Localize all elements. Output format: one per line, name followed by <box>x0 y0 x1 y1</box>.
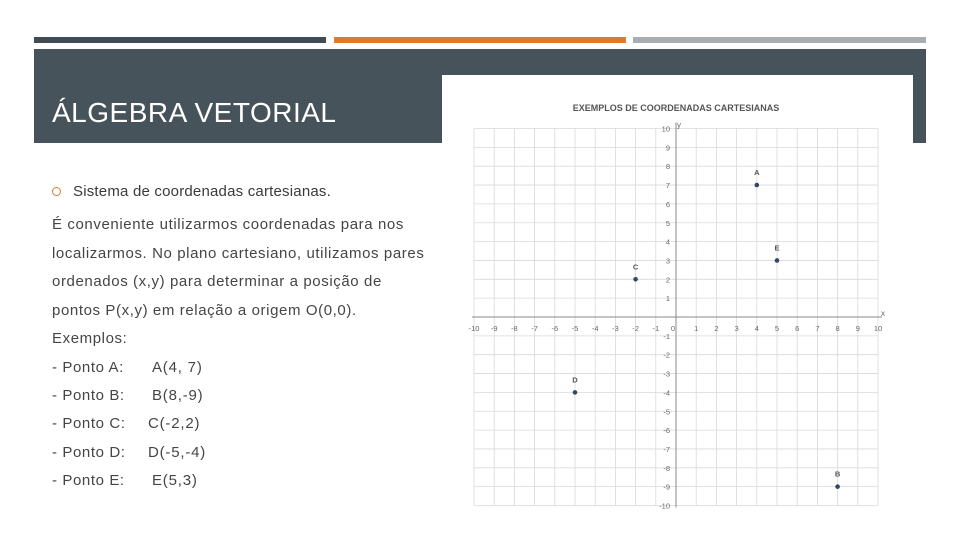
bullet-text: Sistema de coordenadas cartesianas. <box>73 183 331 200</box>
paragraph-line: É conveniente utilizarmos coordenadas para nos <box>52 216 404 233</box>
y-tick-label: 9 <box>665 143 670 153</box>
x-tick-label: 8 <box>835 324 840 333</box>
y-tick-label: 10 <box>661 124 670 134</box>
y-tick-label: -2 <box>663 350 670 360</box>
example-value-b: B(8,-9) <box>152 387 204 404</box>
x-tick-label: 7 <box>815 324 820 333</box>
point-a-marker <box>755 183 760 188</box>
x-tick-label: 0 <box>670 324 676 333</box>
y-tick-label: -9 <box>663 482 670 492</box>
point-d-marker <box>573 390 578 395</box>
x-tick-label: -2 <box>632 324 639 333</box>
y-axis-label: y <box>677 120 681 130</box>
x-tick-label: 2 <box>714 324 719 333</box>
point-b-label: B <box>834 469 841 479</box>
x-tick-label: 5 <box>774 324 780 333</box>
example-value-d: D(-5,-4) <box>148 444 207 461</box>
slide-title: ÁLGEBRA VETORIAL <box>52 97 337 128</box>
example-value-e: E(5,3) <box>152 472 198 489</box>
point-a-label: A <box>754 168 760 178</box>
x-tick-label: -9 <box>490 324 498 333</box>
x-tick-label: -5 <box>571 324 579 333</box>
x-tick-label: -10 <box>468 324 480 333</box>
example-label-d: - Ponto D: <box>52 444 126 461</box>
y-tick-label: -4 <box>663 388 670 398</box>
x-tick-label: -1 <box>652 324 660 333</box>
point-e-marker <box>775 258 780 263</box>
example-label-a: - Ponto A: <box>52 359 124 376</box>
y-tick-label: 3 <box>665 256 670 266</box>
x-tick-label: 3 <box>734 324 739 333</box>
example-value-c: C(-2,2) <box>148 415 201 432</box>
y-tick-label: -10 <box>659 501 670 511</box>
y-tick-label: -5 <box>663 407 670 417</box>
paragraph-line: localizarmos. No plano cartesiano, utilizamos pares <box>52 245 425 262</box>
y-tick-label: 6 <box>665 199 670 209</box>
example-label-e: - Ponto E: <box>52 472 125 489</box>
x-tick-label: 10 <box>873 324 883 333</box>
x-tick-label: -7 <box>531 324 538 333</box>
y-tick-label: 8 <box>665 162 670 172</box>
x-tick-label: -6 <box>551 324 559 333</box>
point-c-label: C <box>632 262 639 272</box>
y-tick-label: 2 <box>665 275 670 285</box>
x-tick-label: -4 <box>591 324 599 333</box>
example-value-a: A(4, 7) <box>152 359 203 376</box>
y-tick-label: -7 <box>663 444 670 454</box>
y-tick-label: 1 <box>665 294 670 304</box>
y-tick-label: 7 <box>665 181 670 191</box>
example-label-b: - Ponto B: <box>52 387 125 404</box>
x-tick-label: 6 <box>795 324 800 333</box>
y-tick-label: 5 <box>665 218 670 228</box>
examples-heading: Exemplos: <box>52 330 128 347</box>
x-tick-label: -3 <box>612 324 619 333</box>
paragraph-line: ordenados (x,y) para determinar a posição de <box>52 273 382 290</box>
paragraph-line: pontos P(x,y) em relação a origem O(0,0). <box>52 302 357 319</box>
chart-title: EXEMPLOS DE COORDENADAS CARTESIANAS <box>572 103 780 113</box>
y-tick-label: -6 <box>663 426 670 436</box>
point-d-label: D <box>572 375 578 385</box>
y-tick-label: -8 <box>663 463 670 473</box>
x-tick-label: 4 <box>754 324 759 333</box>
point-c-marker <box>633 277 638 282</box>
y-tick-label: -3 <box>663 369 670 379</box>
point-b-marker <box>835 484 840 489</box>
x-tick-label: 9 <box>855 324 860 333</box>
y-tick-label: -1 <box>663 331 670 341</box>
point-e-label: E <box>774 243 780 253</box>
example-label-c: - Ponto C: <box>52 415 126 432</box>
x-tick-label: -8 <box>511 324 518 333</box>
x-axis-label: x <box>881 309 885 318</box>
chart-axes <box>472 120 882 508</box>
y-tick-label: 4 <box>665 237 670 247</box>
x-tick-label: 1 <box>694 324 699 333</box>
